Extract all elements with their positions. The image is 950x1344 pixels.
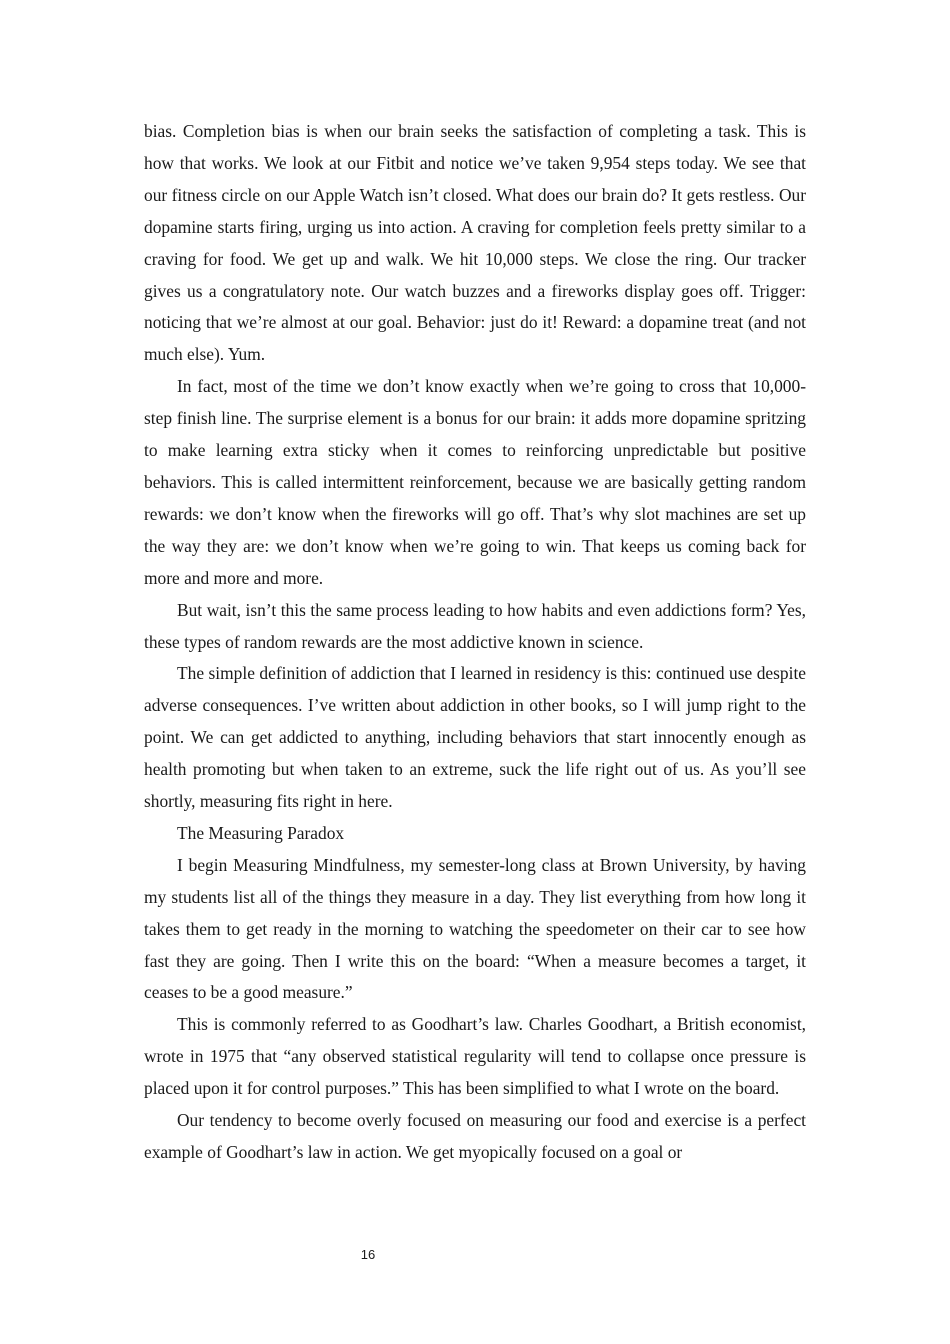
paragraph-intermittent-reinforcement: In fact, most of the time we don’t know exactly when we’re going to cross that 10,000-step finish line. The surprise element is a bonus for our brain: it adds more dopamine spritzing to make learning extra sticky when it comes to reinforcing unpredictable but positive behaviors. This is called intermittent reinforcement, because we are basically getting random rewards: we don’t know when the fireworks will go off. That’s why slot machines are set up the way they are: we don’t know when we’re going to win. That keeps us coming back for more and more and more. — [144, 376, 806, 588]
paragraph-habits-addictions: But wait, isn’t this the same process leading to how habits and even addictions form? Yes, these types of random rewards are the most addictive known in science. — [144, 599, 806, 652]
page-number: 16 — [360, 1247, 376, 1262]
paragraph-goodharts-law: This is commonly referred to as Goodhart’s law. Charles Goodhart, a British economist, wrote in 1975 that “any observed statistical regularity will tend to collapse once pressure is placed upon it for control purposes.” This has been simplified to what I wrote on the board. — [144, 1014, 806, 1099]
body-text — [144, 116, 806, 1169]
paragraph-measuring-mindfulness-class: I begin Measuring Mindfulness, my semester-long class at Brown University, by having my students list all of the things they measure in a day. They list everything from how long it takes them to get ready in the morning to watching the speedometer on their car to see how fast they are going. Then I write this on the board: “When a measure becomes a target, it ceases to be a good measure.” — [144, 854, 806, 1003]
paragraph-completion-bias: bias. Completion bias is when our brain seeks the satisfaction of completing a task. This is how that works. We look at our Fitbit and notice we’ve taken 9,954 steps today. We see that our fitness circle on our Apple Watch isn’t closed. What does our brain do? It gets restless. Our dopamine starts firing, urging us into action. A craving for completion feels pretty similar to a craving for food. We get up and walk. We hit 10,000 steps. We close the ring. Our tracker gives us a congratulatory note. Our watch buzzes and a fireworks display goes off. Trigger: noticing that we’re almost at our goal. Behavior: just do it! Reward: a dopamine treat (and not much else). Yum. — [144, 121, 806, 365]
paragraph-overly-focused: Our tendency to become overly focused on measuring our food and exercise is a perfect example of Goodhart’s law in action. We get myopically focused on a goal or — [144, 1110, 806, 1162]
section-heading-measuring-paradox: The Measuring Paradox — [177, 822, 345, 843]
paragraph-addiction-definition: The simple definition of addiction that I learned in residency is this: continued use despite adverse consequences. I’ve written about addiction in other books, so I will jump right to the point. We can get addicted to anything, including behaviors that start innocently enough as health promoting but when taken to an extreme, suck the life right out of us. As you’ll see shortly, measuring fits right in here. — [144, 663, 806, 812]
